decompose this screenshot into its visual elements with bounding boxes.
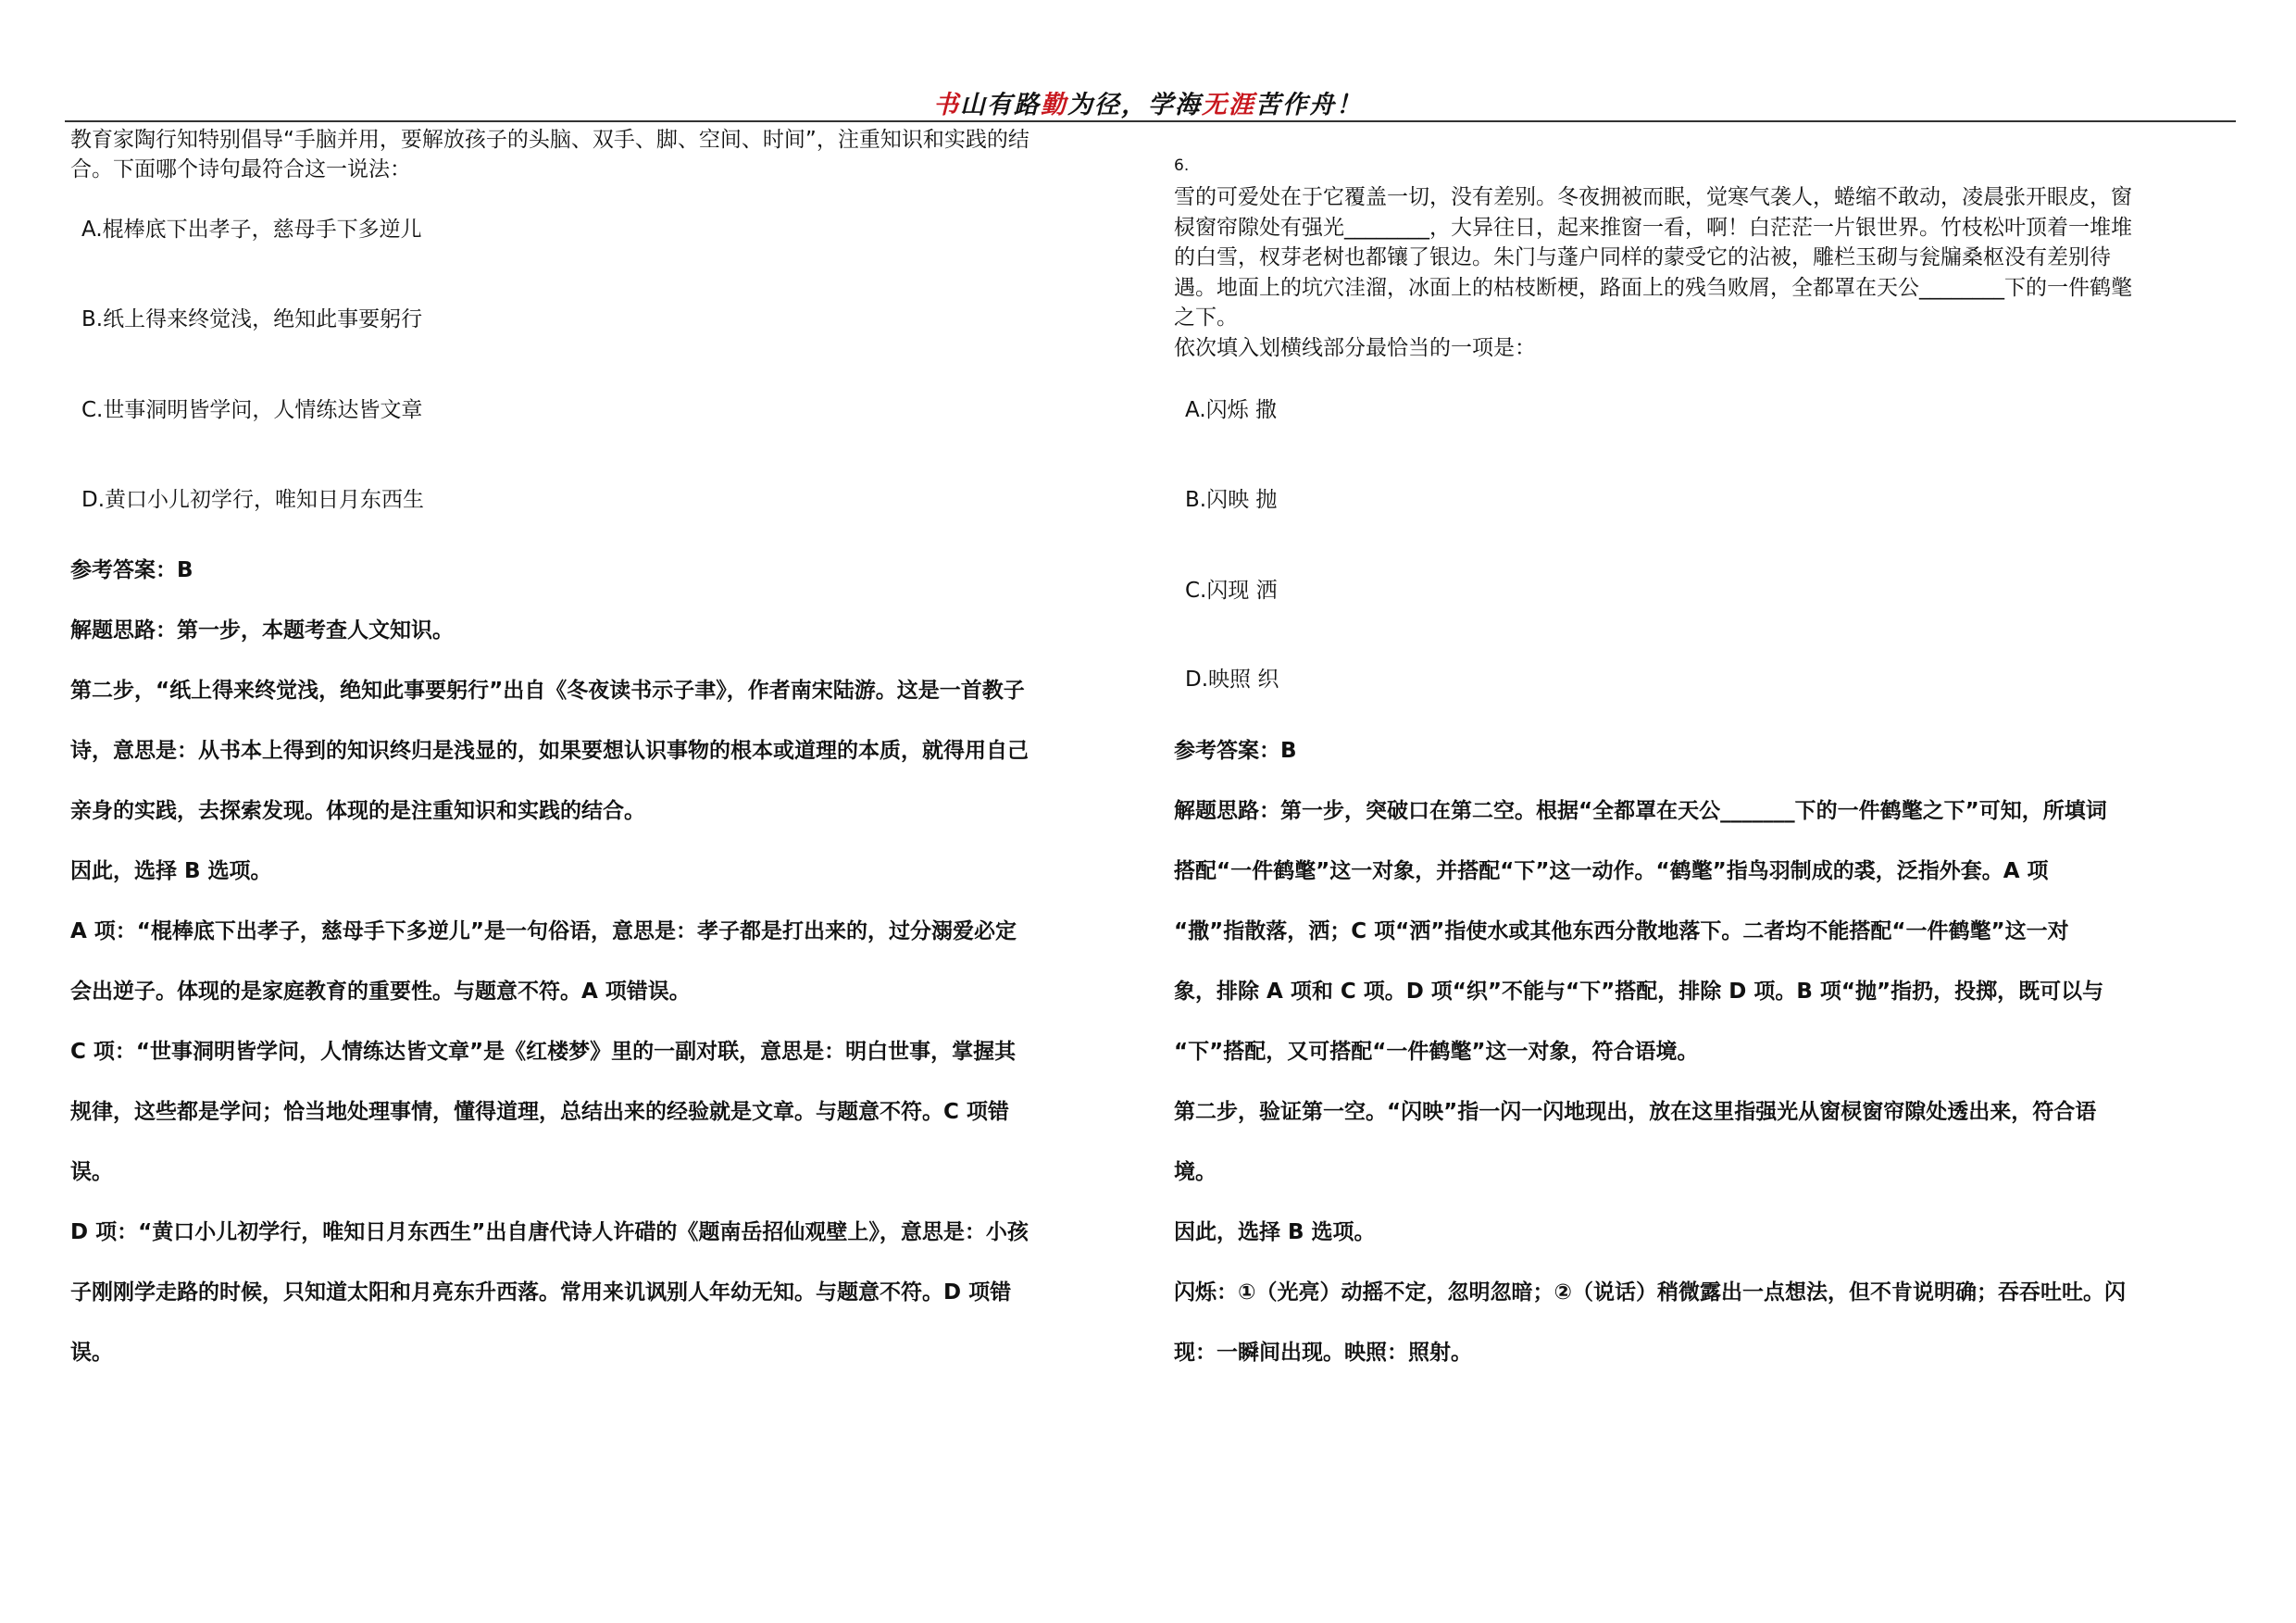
option-c: C.世事洞明皆学问，人情练达皆文章	[81, 398, 423, 422]
motto-segment: 勤	[1041, 91, 1067, 119]
explanation-line: “下”搭配，又可搭配“一件鹤氅”这一对象，符合语境。	[1174, 1040, 1699, 1064]
explanation-line: 诗，意思是：从书本上得到的知识终归是浅显的，如果要想认识事物的根本或道理的本质，就得用自己	[70, 739, 1029, 763]
explanation-line: 亲身的实践，去探索发现。体现的是注重知识和实践的结合。	[70, 799, 645, 823]
question-text-line: 的白雪，杈芽老树也都镶了银边。朱门与蓬户同样的蒙受它的沾被，雕栏玉砌与瓮牖桑枢没有差别待	[1174, 245, 2111, 269]
option-c: C.闪现 洒	[1185, 579, 1278, 603]
question-prompt: 依次填入划横线部分最恰当的一项是：	[1174, 336, 1536, 360]
question-text-line: 遇。地面上的坑穴洼溜，冰面上的枯枝断梗，路面上的残刍败屑，全都罩在天公________下的一件鹤氅	[1174, 276, 2132, 300]
explanation-line: 误。	[70, 1341, 113, 1365]
explanation-line: 会出逆子。体现的是家庭教育的重要性。与题意不符。A 项错误。	[70, 980, 691, 1004]
explanation-line: 第二步，验证第一空。“闪映”指一闪一闪地现出，放在这里指强光从窗棂窗帘隙处透出来，符合语	[1174, 1100, 2097, 1124]
question-text-line: 棂窗帘隙处有强光________，大异往日，起来推窗一看，啊！白茫茫一片银世界。竹枝松叶顶着一堆堆	[1174, 216, 2132, 240]
explanation-line: 境。	[1174, 1160, 1217, 1184]
explanation-line: 象，排除 A 项和 C 项。D 项“织”不能与“下”搭配，排除 D 项。B 项“抛”指扔，投掷，既可以与	[1174, 980, 2104, 1004]
explanation-line: 解题思路：第一步，突破口在第二空。根据“全都罩在天公_______下的一件鹤氅之下”可知，所填词	[1174, 799, 2107, 823]
answer-label: 参考答案：B	[70, 558, 193, 582]
explanation-line: C 项：“世事洞明皆学问，人情练达皆文章”是《红楼梦》里的一副对联，意思是：明白世事，掌握其	[70, 1040, 1017, 1064]
explanation-line: 现：一瞬间出现。映照：照射。	[1174, 1341, 1472, 1365]
explanation-line: A 项：“棍棒底下出孝子，慈母手下多逆儿”是一句俗语，意思是：孝子都是打出来的，过分溺爱必定	[70, 919, 1017, 943]
motto-segment: 为径，学海	[1067, 91, 1202, 119]
question-number: 6.	[1174, 156, 1190, 175]
explanation-line: 搭配“一件鹤氅”这一对象，并搭配“下”这一动作。“鹤氅”指鸟羽制成的裘，泛指外套。A 项	[1174, 859, 2049, 883]
option-d: D.黄口小儿初学行，唯知日月东西生	[81, 488, 425, 512]
explanation-line: 规律，这些都是学问；恰当地处理事情，懂得道理，总结出来的经验就是文章。与题意不符。C 项错	[70, 1100, 1009, 1124]
question-text-line: 之下。	[1174, 306, 1238, 330]
motto-segment: 苦作舟！	[1255, 91, 1363, 119]
explanation-line: 子刚刚学走路的时候，只知道太阳和月亮东升西落。常用来讥讽别人年幼无知。与题意不符。D 项错	[70, 1280, 1012, 1305]
motto-segment: 无涯	[1202, 91, 1255, 119]
explanation-line: “撒”指散落，洒；C 项“洒”指使水或其他东西分散地落下。二者均不能搭配“一件鹤氅”这一对	[1174, 919, 2069, 943]
option-a: A.闪烁 撒	[1185, 398, 1277, 422]
explanation-line: 闪烁：①（光亮）动摇不定，忽明忽暗；②（说话）稍微露出一点想法，但不肯说明确；吞吞吐吐。闪	[1174, 1280, 2126, 1305]
option-a: A.棍棒底下出孝子，慈母手下多逆儿	[81, 218, 422, 242]
question-text-line: 教育家陶行知特别倡导“手脑并用，要解放孩子的头脑、双手、脚、空间、时间”，注重知识和实践的结	[70, 128, 1029, 152]
question-text-line: 雪的可爱处在于它覆盖一切，没有差别。冬夜拥被而眠，觉寒气袭人，蜷缩不敢动，凌晨张开眼皮，窗	[1174, 185, 2132, 209]
option-d: D.映照 织	[1185, 668, 1279, 692]
question-text-line: 合。下面哪个诗句最符合这一说法：	[70, 157, 411, 181]
option-b: B.纸上得来终觉浅，绝知此事要躬行	[81, 307, 423, 331]
explanation-line: 因此，选择 B 选项。	[70, 859, 272, 883]
explanation-line: 因此，选择 B 选项。	[1174, 1220, 1376, 1244]
explanation-line: 第二步，“纸上得来终觉浅，绝知此事要躬行”出自《冬夜读书示子聿》，作者南宋陆游。这是一首教子	[70, 679, 1025, 703]
explanation-line: 误。	[70, 1160, 113, 1184]
motto-segment: 山有路	[960, 91, 1041, 119]
header-divider	[65, 120, 2236, 122]
answer-label: 参考答案：B	[1174, 739, 1297, 763]
option-b: B.闪映 抛	[1185, 488, 1278, 512]
motto-segment: 书	[933, 91, 960, 119]
explanation-line: 解题思路：第一步，本题考查人文知识。	[70, 618, 454, 643]
explanation-line: D 项：“黄口小儿初学行，唯知日月东西生”出自唐代诗人许碏的《题南岳招仙观壁上》，意思是：小孩	[70, 1220, 1029, 1244]
